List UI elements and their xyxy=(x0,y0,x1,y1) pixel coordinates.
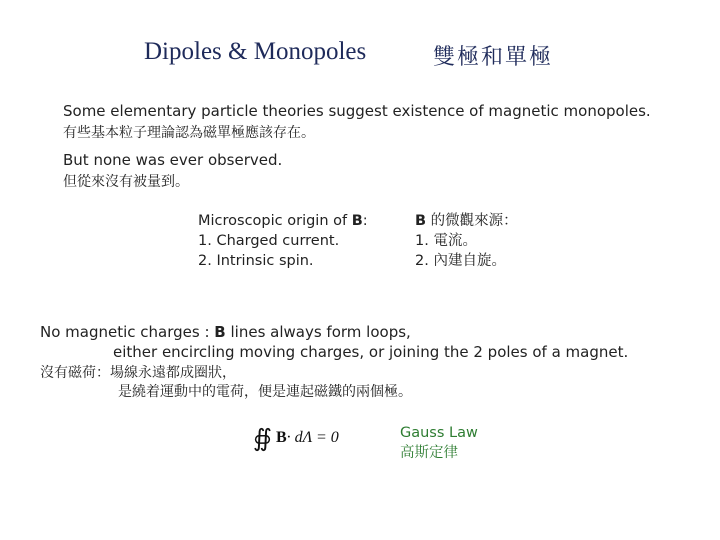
origin-en-heading-prefix: Microscopic origin of xyxy=(198,213,352,229)
no-charges-zh-line1: 沒有磁荷：場線永遠都成圈狀， xyxy=(40,365,236,381)
closed-surface-integral-icon: ∯ xyxy=(253,424,272,452)
origin-zh-item-1: 1. 電流。 xyxy=(415,233,477,249)
equation-rest: · dΛ = 0 xyxy=(286,429,339,446)
intro-line2-en: But none was ever observed. xyxy=(63,151,283,169)
origin-en-heading xyxy=(198,211,368,231)
intro-line1-en: Some elementary particle theories suggest existence of magnetic monopoles. xyxy=(63,102,651,120)
no-charges-en-b: B xyxy=(214,323,226,341)
no-charges-en-rest: lines always form loops, xyxy=(225,323,411,341)
no-charges-zh-line2: 是繞着運動中的電荷，便是連起磁鐵的兩個極。 xyxy=(118,384,412,400)
title-chinese: 雙極和單極 xyxy=(433,45,554,70)
gauss-equation xyxy=(253,423,339,453)
origin-en-item-1: 1. Charged current. xyxy=(198,233,340,249)
origin-zh-item-2: 2. 內建自旋。 xyxy=(415,253,506,269)
intro-line1-zh: 有些基本粒子理論認為磁單極應該存在。 xyxy=(63,125,315,141)
origin-en-item-2: 2. Intrinsic spin. xyxy=(198,253,314,269)
origin-zh-heading-b: B xyxy=(415,213,427,229)
origin-zh-heading xyxy=(415,211,518,231)
origin-en-heading-suffix: : xyxy=(362,213,368,229)
origin-en-heading-b: B xyxy=(351,213,363,229)
no-charges-en-prefix: No magnetic charges : xyxy=(40,323,215,341)
no-charges-en-line2: either encircling moving charges, or joining the 2 poles of a magnet. xyxy=(113,343,629,361)
gauss-label-zh: 高斯定律 xyxy=(400,445,458,461)
no-charges-en-line1 xyxy=(40,322,411,342)
equation-b: B xyxy=(275,429,287,446)
origin-zh-heading-rest: 的微觀來源： xyxy=(426,213,518,229)
intro-line2-zh: 但從來沒有被量到。 xyxy=(63,174,189,190)
gauss-label-en: Gauss Law xyxy=(400,425,478,441)
title-english: Dipoles & Monopoles xyxy=(144,38,367,65)
